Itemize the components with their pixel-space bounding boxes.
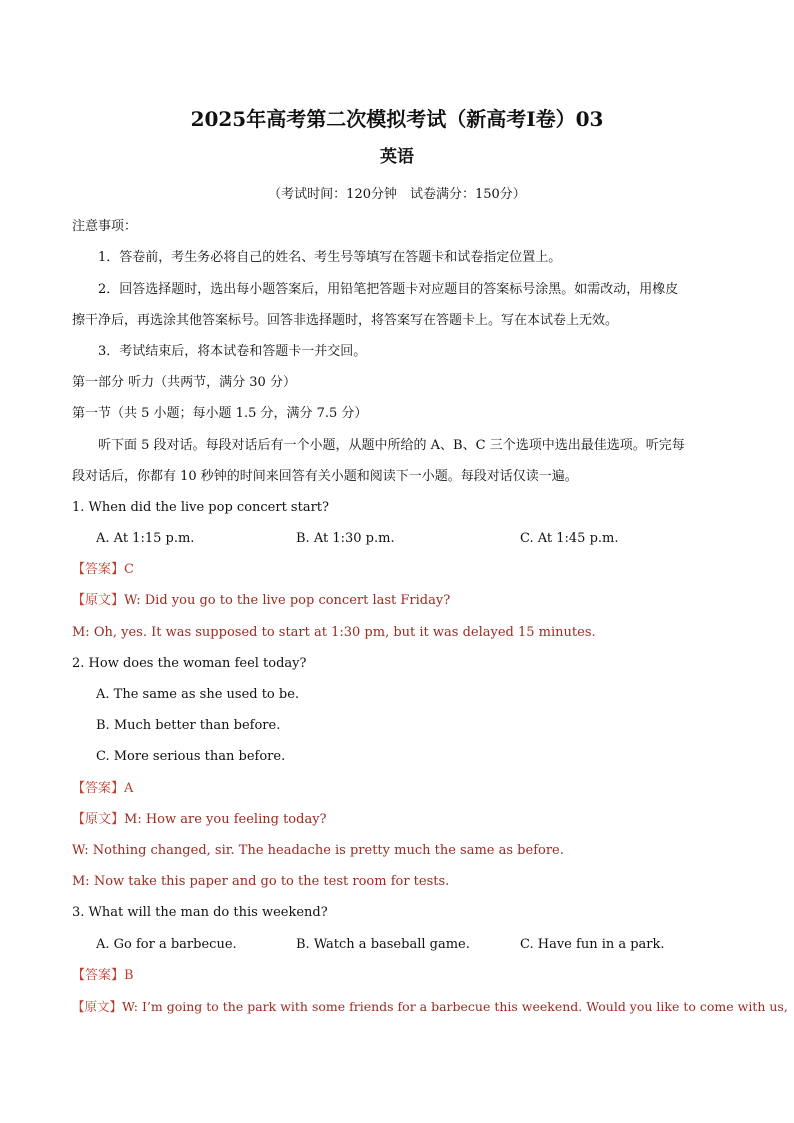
q3-option-a: A. Go for a barbecue. bbox=[96, 937, 237, 952]
q2-transcript-line2: W: Nothing changed, sir. The headache is pretty much the same as before. bbox=[72, 843, 564, 858]
section1-heading: 第一节（共 5 小题；每小题 1.5 分，满分 7.5 分） bbox=[72, 406, 368, 421]
q1-question: 1. When did the live pop concert start? bbox=[72, 500, 329, 515]
answer-label: 【答案】 bbox=[72, 781, 125, 796]
q3-question: 3. What will the man do this weekend? bbox=[72, 905, 328, 920]
q2-option-a: A. The same as she used to be. bbox=[96, 687, 300, 702]
q3-transcript-line1: W: I’m going to the park with some friends for a barbecue this weekend. Would you like to come with us, bbox=[122, 999, 788, 1014]
instructions-line2: 段对话后，你都有 10 秒钟的时间来回答有关小题和阅读下一小题。每段对话仅读一遍。 bbox=[72, 469, 578, 484]
q2-option-c: C. More serious than before. bbox=[96, 749, 286, 764]
notice-item-1: 1．答卷前，考生务必将自己的姓名、考生号等填写在答题卡和试卷指定位置上。 bbox=[98, 250, 562, 265]
original-label: 【原文】 bbox=[72, 593, 125, 608]
q1-option-c: C. At 1:45 p.m. bbox=[520, 531, 619, 546]
q1-answer-row bbox=[72, 561, 134, 579]
q3-option-b: B. Watch a baseball game. bbox=[296, 937, 470, 952]
notice-item-2-line1: 2．回答选择题时，选出每小题答案后，用铅笔把答题卡对应题目的答案标号涂黑。如需改动，用橡皮 bbox=[98, 282, 679, 297]
q2-transcript-line1: M: How are you feeling today? bbox=[124, 812, 327, 827]
q1-option-b: B. At 1:30 p.m. bbox=[296, 531, 395, 546]
q1-transcript-line2: M: Oh, yes. It was supposed to start at 1:30 pm, but it was delayed 15 minutes. bbox=[72, 625, 596, 640]
page-title: 2025年高考第二次模拟考试（新高考I卷）03 bbox=[190, 107, 604, 131]
answer-label: 【答案】 bbox=[72, 968, 125, 983]
q3-option-c: C. Have fun in a park. bbox=[520, 937, 665, 952]
q2-answer-row bbox=[72, 780, 133, 798]
exam-time-info: （考试时间：120分钟 试卷满分：150分） bbox=[268, 187, 526, 202]
original-label: 【原文】 bbox=[72, 812, 125, 827]
notice-item-2-line2: 擦干净后，再选涂其他答案标号。回答非选择题时，将答案写在答题卡上。写在本试卷上无效。 bbox=[72, 313, 619, 328]
notice-heading: 注意事项： bbox=[72, 219, 138, 234]
part1-heading: 第一部分 听力（共两节，满分 30 分） bbox=[72, 375, 296, 390]
original-label: 【原文】 bbox=[72, 999, 123, 1014]
answer-label: 【答案】 bbox=[72, 562, 125, 577]
q1-transcript-row bbox=[72, 592, 450, 610]
q2-transcript-row bbox=[72, 811, 327, 829]
notice-item-3: 3．考试结束后，将本试卷和答题卡一并交回。 bbox=[98, 344, 367, 359]
instructions-line1: 听下面 5 段对话。每段对话后有一个小题，从题中所给的 A、B、C 三个选项中选出最佳选项。听完每 bbox=[98, 438, 685, 453]
q1-transcript-line1: W: Did you go to the live pop concert last Friday? bbox=[124, 593, 451, 608]
q1-answer: C bbox=[124, 562, 134, 577]
q2-question: 2. How does the woman feel today? bbox=[72, 656, 307, 671]
q2-option-b: B. Much better than before. bbox=[96, 718, 281, 733]
q2-transcript-line3: M: Now take this paper and go to the test room for tests. bbox=[72, 874, 450, 889]
q3-answer: B bbox=[124, 968, 134, 983]
q1-option-a: A. At 1:15 p.m. bbox=[96, 531, 195, 546]
subject-title: 英语 bbox=[380, 147, 414, 167]
q3-answer-row bbox=[72, 967, 134, 985]
q2-answer: A bbox=[124, 781, 134, 796]
q3-transcript-row bbox=[72, 998, 788, 1016]
